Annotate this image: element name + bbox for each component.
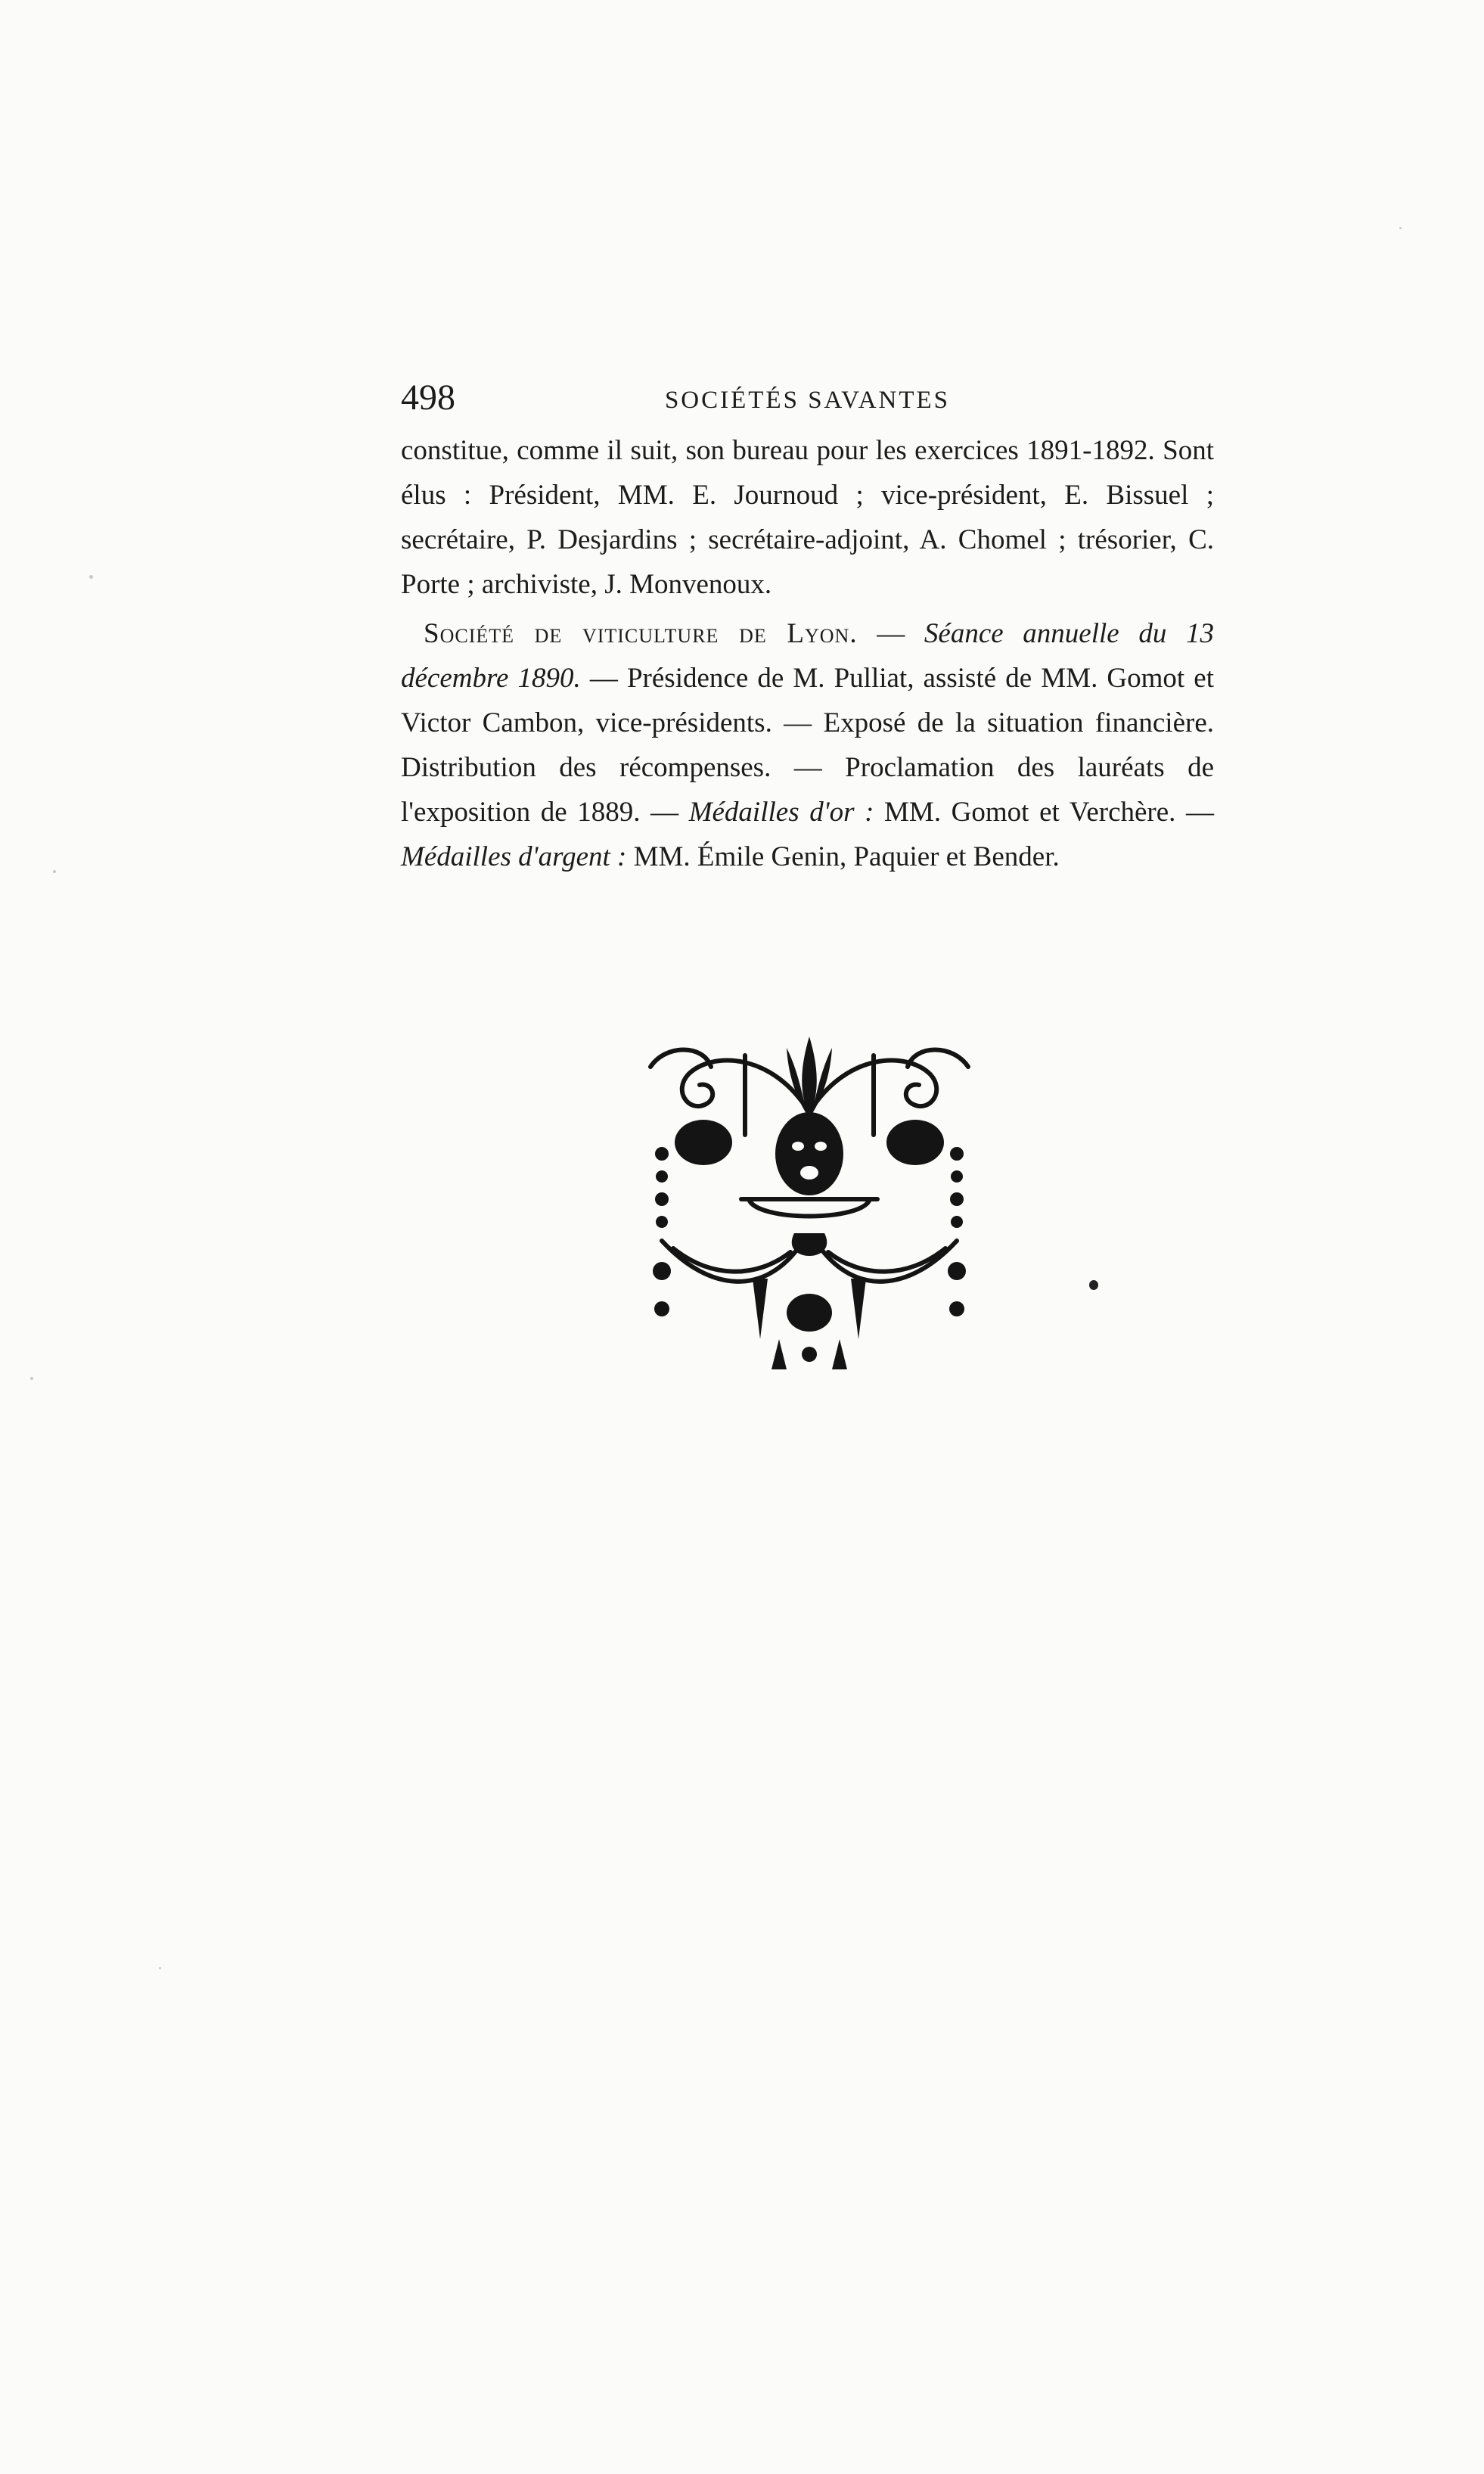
- society-name: Société de viticulture de Lyon.: [424, 618, 858, 649]
- session-title: Séance annuelle du 13 décembre 1890.: [401, 618, 1215, 694]
- scan-speck: [1089, 1280, 1098, 1290]
- grotesque-mask-ornament-icon: [620, 1021, 998, 1377]
- scan-speck: [1399, 227, 1402, 229]
- running-head: [401, 375, 1214, 421]
- scan-speck: [30, 1377, 33, 1380]
- scan-speck: [89, 575, 93, 579]
- paragraph-text: constitue, comme il suit, son bureau pour les exercices 1891-1892. Sont élus : Président, MM. E. Journoud ; vice-président, E. Bissuel ; secrétaire, P. Desjardins ; secrétaire-adjoint, A. Chomel ; trésorier, C. Porte ; archiviste, J. Monvenoux.: [401, 435, 1214, 600]
- silver-medals-label: Médailles d'argent :: [401, 841, 627, 872]
- scan-speck: [53, 870, 56, 873]
- scan-speck: [159, 1967, 161, 1969]
- paragraph-bureau: [401, 428, 1214, 607]
- dash: —: [857, 618, 924, 649]
- running-title: SOCIÉTÉS SAVANTES: [664, 387, 951, 414]
- session-body: — Présidence de M. Pulliat, assisté de MM. Gomot et Victor Cambon, vice-présidents. — Exposé de la situation financière. Distribution des récompenses. — Proclamation des lauréats de l'exposition de 1889. —: [401, 663, 1214, 828]
- gold-medals-label: Médailles d'or :: [688, 797, 874, 828]
- silver-medals-names: MM. Émile Genin, Paquier et Bender.: [626, 841, 1060, 872]
- page-number: 498: [401, 378, 455, 418]
- paragraph-viticulture-society: [401, 611, 1214, 879]
- gold-medals-names: MM. Gomot et Verchère. —: [874, 797, 1215, 828]
